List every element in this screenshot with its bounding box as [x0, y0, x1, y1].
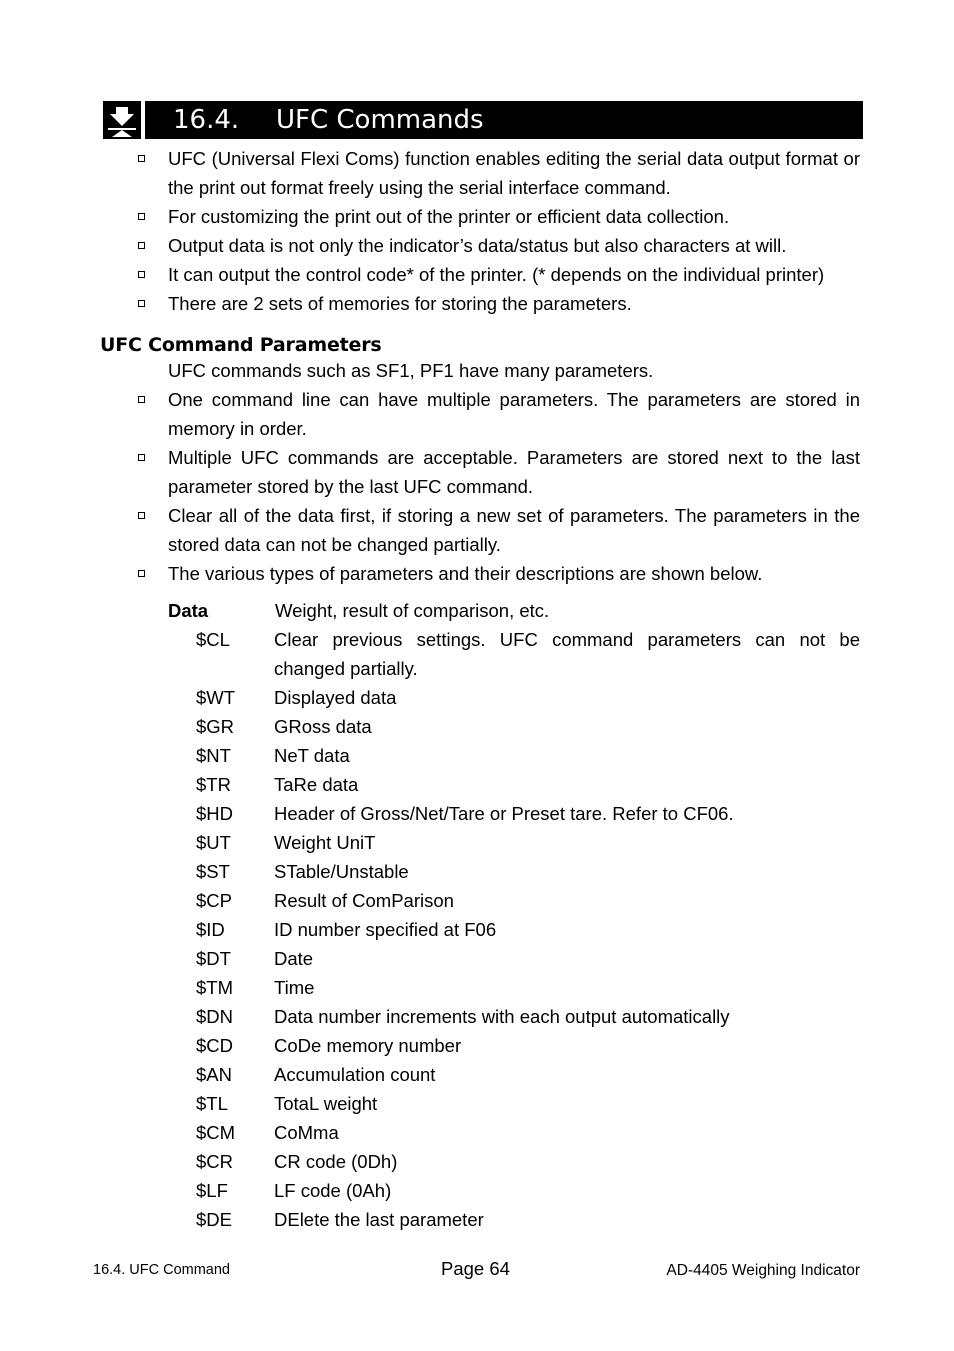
- parameter-row: [0, 625, 954, 683]
- square-bullet-icon: [138, 454, 145, 461]
- parameter-row: [0, 886, 954, 915]
- list-item: For customizing the print out of the printer or efficient data collection.: [0, 202, 954, 231]
- parameter-row: [0, 1002, 954, 1031]
- footer-section: 16.4. UFC Command: [93, 1262, 230, 1278]
- parameter-code: $WT: [196, 687, 236, 708]
- parameter-code: $NT: [196, 745, 231, 766]
- parameter-row: [0, 799, 954, 828]
- parameter-description: TaRe data: [274, 774, 359, 795]
- parameter-code: $DE: [196, 1209, 232, 1230]
- parameter-code: $UT: [196, 832, 231, 853]
- parameter-row: [0, 857, 954, 886]
- list-item: The various types of parameters and their descriptions are shown below.: [0, 559, 954, 588]
- parameter-code: $CL: [196, 629, 230, 650]
- square-bullet-icon: [138, 570, 145, 577]
- parameter-row: [0, 973, 954, 1002]
- download-arrow-icon: [103, 101, 141, 139]
- section-title: [145, 101, 863, 139]
- list-item: There are 2 sets of memories for storing the parameters.: [0, 289, 954, 318]
- parameter-row: [0, 1176, 954, 1205]
- list-item: UFC (Universal Flexi Coms) function enables editing the serial data output format or the print out format freely using the serial interface command.: [0, 144, 954, 202]
- square-bullet-icon: [138, 155, 145, 162]
- list-item: Clear all of the data first, if storing a new set of parameters. The parameters in the stored data can not be changed partially.: [0, 501, 954, 559]
- parameter-row: [0, 1205, 954, 1234]
- parameter-code: $CM: [196, 1122, 236, 1143]
- parameter-description: Data number increments with each output automatically: [274, 1006, 730, 1027]
- parameter-code: $LF: [196, 1180, 228, 1201]
- parameter-description: LF code (0Ah): [274, 1180, 392, 1201]
- footer-product: AD-4405 Weighing Indicator: [666, 1262, 860, 1279]
- parameter-description: CoMma: [274, 1122, 339, 1143]
- parameter-row: [0, 915, 954, 944]
- parameter-description: Weight UniT: [274, 832, 376, 853]
- parameter-row: [0, 741, 954, 770]
- parameter-description: Header of Gross/Net/Tare or Preset tare. Refer to CF06.: [274, 803, 734, 824]
- parameter-row: [0, 683, 954, 712]
- square-bullet-icon: [138, 300, 145, 307]
- parameter-description: CoDe memory number: [274, 1035, 462, 1056]
- parameter-code: $AN: [196, 1064, 232, 1085]
- subsection-intro: UFC commands such as SF1, PF1 have many parameters.: [168, 360, 654, 381]
- page-number: Page 64: [441, 1258, 510, 1279]
- parameter-row: [0, 1118, 954, 1147]
- parameter-row: [0, 1089, 954, 1118]
- parameter-description: Clear previous settings. UFC command parameters can not be changed partially.: [274, 629, 860, 679]
- parameter-description: CR code (0Dh): [274, 1151, 398, 1172]
- parameter-code: $ST: [196, 861, 230, 882]
- parameter-description: Displayed data: [274, 687, 397, 708]
- parameter-code: $GR: [196, 716, 235, 737]
- parameter-code: $HD: [196, 803, 234, 824]
- parameter-row: [0, 1147, 954, 1176]
- parameter-code: $TL: [196, 1093, 228, 1114]
- parameter-row: [0, 1060, 954, 1089]
- parameter-description: DElete the last parameter: [274, 1209, 484, 1230]
- parameter-description: ID number specified at F06: [274, 919, 497, 940]
- parameter-code: $ID: [196, 919, 225, 940]
- parameter-code: $DN: [196, 1006, 234, 1027]
- square-bullet-icon: [138, 242, 145, 249]
- intro-bullet-list: [0, 144, 954, 318]
- parameter-description: Date: [274, 948, 314, 969]
- parameter-row: [0, 712, 954, 741]
- parameter-row: [0, 770, 954, 799]
- parameter-row: [0, 828, 954, 857]
- parameter-description: GRoss data: [274, 716, 372, 737]
- section-title-text: UFC Commands: [276, 105, 484, 135]
- parameter-code: $DT: [196, 948, 231, 969]
- list-item: Output data is not only the indicator’s data/status but also characters at will.: [0, 231, 954, 260]
- parameter-code: $CD: [196, 1035, 234, 1056]
- square-bullet-icon: [138, 512, 145, 519]
- list-item: Multiple UFC commands are acceptable. Parameters are stored next to the last parameter stored by the last UFC command.: [0, 443, 954, 501]
- subsection-heading: UFC Command Parameters: [100, 334, 382, 356]
- data-label: Data: [168, 600, 209, 621]
- square-bullet-icon: [138, 271, 145, 278]
- parameter-description: STable/Unstable: [274, 861, 409, 882]
- parameter-code: $CP: [196, 890, 232, 911]
- section-number: 16.4.: [173, 105, 240, 135]
- parameter-description: TotaL weight: [274, 1093, 378, 1114]
- data-description: Weight, result of comparison, etc.: [275, 600, 550, 621]
- parameter-description: Time: [274, 977, 315, 998]
- square-bullet-icon: [138, 213, 145, 220]
- parameter-description: Accumulation count: [274, 1064, 436, 1085]
- parameter-description: NeT data: [274, 745, 350, 766]
- parameter-row: [0, 1031, 954, 1060]
- square-bullet-icon: [138, 396, 145, 403]
- section-title-bar: [103, 101, 863, 139]
- list-item: It can output the control code* of the printer. (* depends on the individual printer): [0, 260, 954, 289]
- parameter-code: $TM: [196, 977, 233, 998]
- parameter-table: [0, 625, 954, 1234]
- parameter-code: $CR: [196, 1151, 234, 1172]
- list-item: One command line can have multiple parameters. The parameters are stored in memory in order.: [0, 385, 954, 443]
- parameter-row: [0, 944, 954, 973]
- parameters-bullet-list: [0, 385, 954, 588]
- parameter-description: Result of ComParison: [274, 890, 454, 911]
- parameter-code: $TR: [196, 774, 231, 795]
